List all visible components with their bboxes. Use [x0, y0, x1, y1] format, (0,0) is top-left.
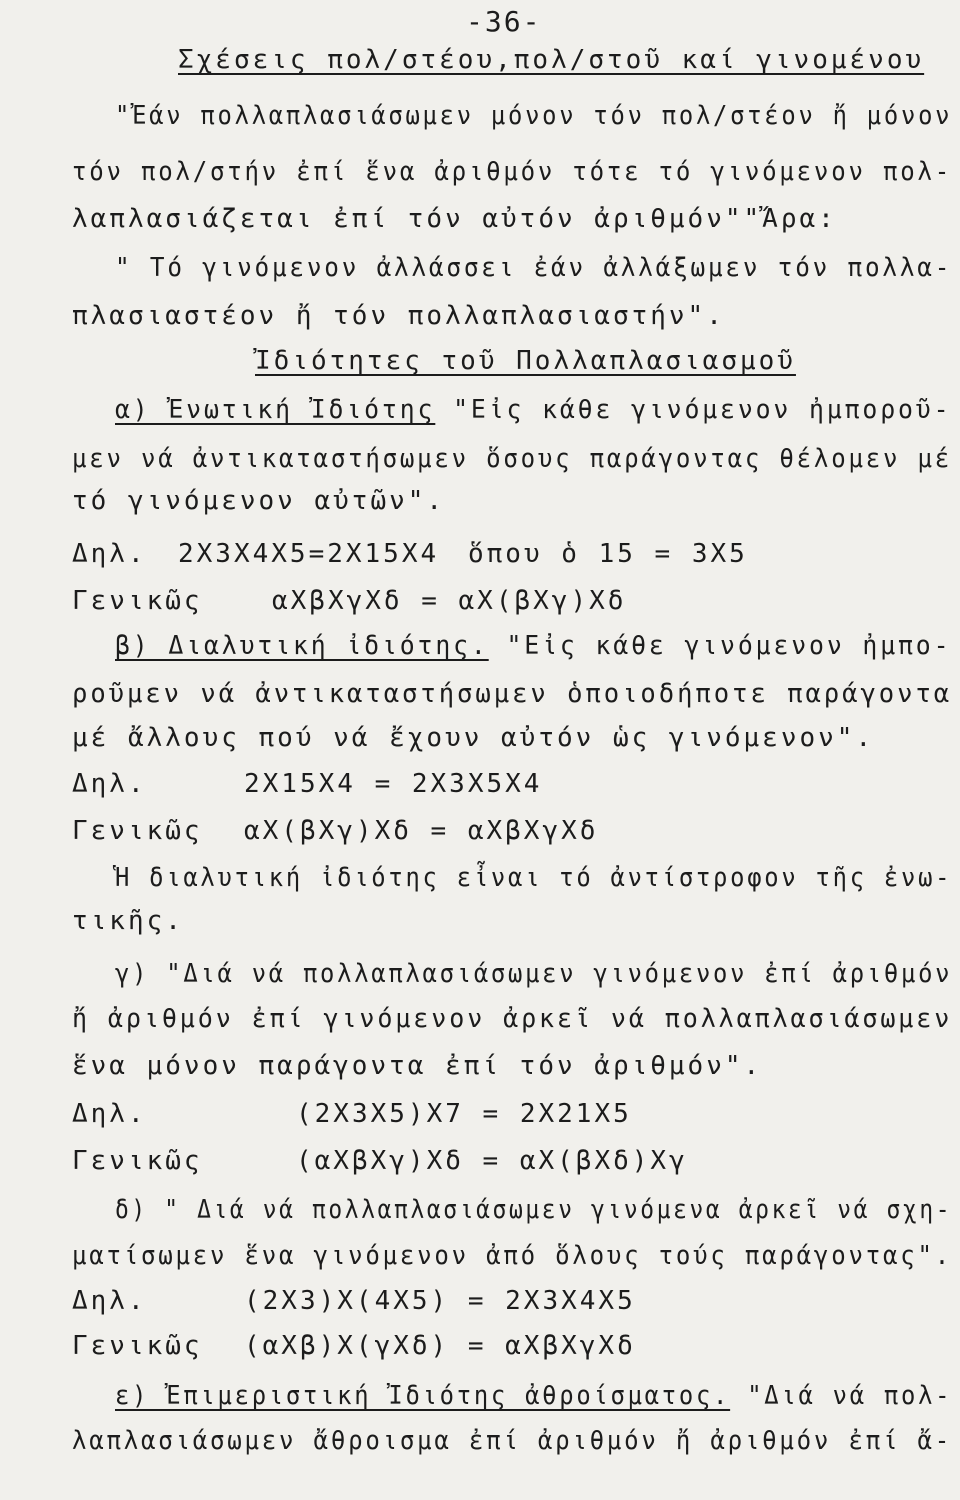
property-b-label: β) Διαλυτική ἰδιότης. — [115, 631, 489, 661]
example-formula: (2Χ3Χ5)Χ7 = 2Χ21Χ5 — [296, 1099, 632, 1129]
text-line: ἕνα μόνον παράγοντα ἐπί τόν ἀριθμόν". — [72, 1051, 763, 1081]
example-label: Δηλ. — [72, 539, 147, 569]
general-label: Γενικῶς — [72, 586, 203, 616]
text-line: τικῆς. — [72, 906, 184, 936]
example-formula: 2Χ15Χ4 = 2Χ3Χ5Χ4 — [244, 769, 543, 799]
general-label: Γενικῶς — [72, 1146, 203, 1176]
text-line: μεν νά ἀντικαταστήσωμεν ὅσους παράγοντας θέλομεν μέ — [72, 444, 952, 474]
general-formula: (αΧβ)Χ(γΧδ) = αΧβΧγΧδ — [244, 1331, 636, 1361]
property-a-text: "Εἰς κάθε γινόμενον ἠμποροῦ- — [435, 395, 952, 425]
text-line: λαπλασιάσωμεν ἄθροισμα ἐπί ἀριθμόν ἤ ἀριθμόν ἐπί ἄ- — [72, 1426, 952, 1456]
example-note: ὅπου ὁ 15 = 3Χ5 — [468, 539, 748, 569]
property-d-line: δ) " Διά νά πολλαπλασιάσωμεν γινόμενα ἀρκεῖ νά σχη- — [115, 1195, 953, 1225]
example-label: Δηλ. — [72, 1099, 147, 1129]
text-line: "Ἐάν πολλαπλασιάσωμεν μόνον τόν πολ/στέον ἤ μόνον — [115, 101, 953, 131]
text-line: " Τό γινόμενον ἀλλάσσει ἐάν ἀλλάξωμεν τόν πολλα- — [115, 253, 953, 283]
property-e-line — [115, 1380, 952, 1412]
text-line: τόν πολ/στήν ἐπί ἕνα ἀριθμόν τότε τό γινόμενον πολ- — [72, 157, 952, 187]
text-line: μέ ἄλλους πού νά ἔχουν αὐτόν ὡς γινόμενον". — [72, 723, 875, 753]
text-line: ροῦμεν νά ἀντικαταστήσωμεν ὁποιοδήποτε παράγοντα — [72, 679, 953, 709]
general-formula: αΧβΧγΧδ = αΧ(βΧγ)Χδ — [272, 586, 627, 616]
text-line: λαπλασιάζεται ἐπί τόν αὐτόν ἀριθμόν""Ἄρα: — [72, 204, 837, 234]
example-formula: 2Χ3Χ4Χ5=2Χ15Χ4 — [178, 539, 440, 569]
property-b-line — [115, 630, 951, 662]
text-line: ματίσωμεν ἕνα γινόμενον ἀπό ὅλους τούς παράγοντας". — [72, 1241, 952, 1271]
general-label: Γενικῶς — [72, 1331, 203, 1361]
example-formula: (2Χ3)Χ(4Χ5) = 2Χ3Χ4Χ5 — [244, 1286, 636, 1316]
example-label: Δηλ. — [72, 769, 147, 799]
property-e-text: "Διά νά πολ- — [730, 1381, 953, 1411]
text-line: πλασιαστέον ἤ τόν πολλαπλασιαστήν". — [72, 301, 725, 331]
general-label: Γενικῶς — [72, 816, 203, 846]
property-a-label: α) Ἐνωτική Ἰδιότης — [115, 395, 436, 425]
property-c-line: γ) "Διά νά πολλαπλασιάσωμεν γινόμενον ἐπί ἀριθμόν — [115, 959, 953, 989]
general-formula: αΧ(βΧγ)Χδ = αΧβΧγΧδ — [244, 816, 599, 846]
page-title: Σχέσεις πολ/στέου,πολ/στοῦ καί γινομένου — [178, 45, 925, 75]
property-e-label: ε) Ἐπιμεριστική Ἰδιότης ἀθροίσματος. — [115, 1381, 731, 1411]
text-line: ἤ ἀριθμόν ἐπί γινόμενον ἀρκεῖ νά πολλαπλασιάσωμεν — [72, 1004, 953, 1034]
property-a-line — [115, 394, 951, 426]
section-heading: Ἰδιότητες τοῦ Πολλαπλασιασμοῦ — [255, 346, 796, 376]
text-line: Ἡ διαλυτική ἰδιότης εἶναι τό ἀντίστροφον τῆς ἐνω- — [115, 863, 953, 893]
example-label: Δηλ. — [72, 1286, 147, 1316]
page-number: -36- — [466, 5, 542, 38]
general-formula: (αΧβΧγ)Χδ = αΧ(βΧδ)Χγ — [296, 1146, 688, 1176]
property-b-text: "Εἰς κάθε γινόμενον ἠμπο- — [488, 631, 952, 661]
text-line: τό γινόμενον αὐτῶν". — [72, 486, 446, 516]
